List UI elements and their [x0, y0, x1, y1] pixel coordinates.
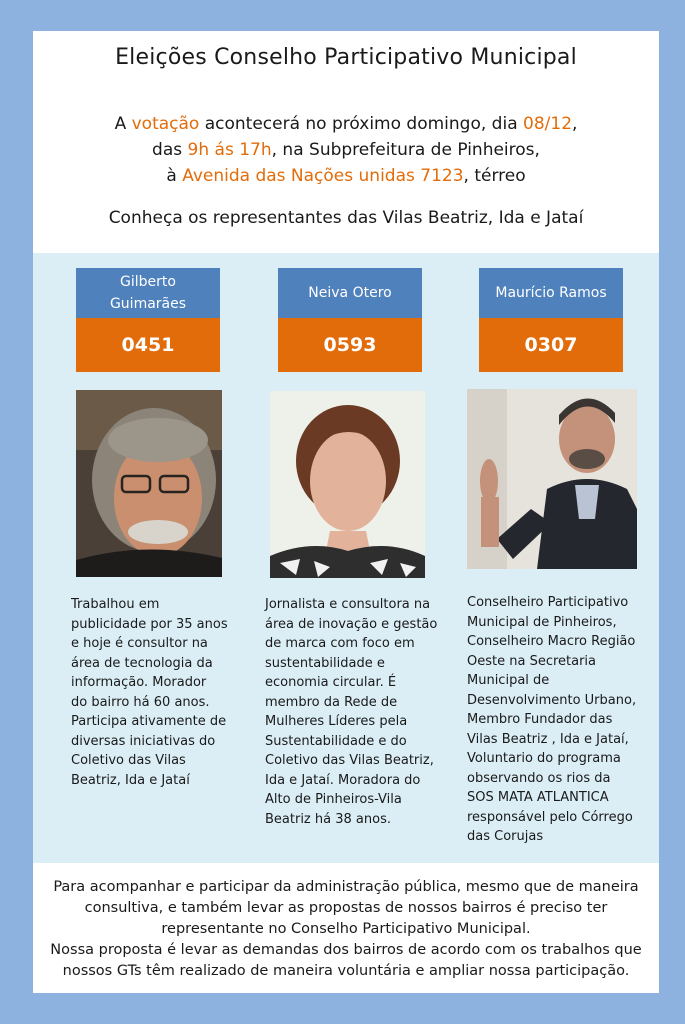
bio-line: informação. Morador	[71, 675, 207, 690]
bio-line: observando os rios da	[467, 770, 611, 786]
candidate-photo-mauricio	[467, 389, 637, 569]
header-panel	[33, 31, 659, 253]
candidate-bio-mauricio	[467, 593, 652, 847]
info-text: à	[166, 166, 183, 186]
candidate-number: 0451	[76, 318, 220, 372]
bio-line: diversas iniciativas do	[71, 733, 216, 749]
candidates-panel	[33, 253, 659, 863]
candidate-name-box	[278, 268, 422, 318]
footer-line: nossos GTs têm realizado de maneira voluntária e ampliar nossa participação.	[62, 963, 630, 979]
info-highlight-date: 08/12	[523, 114, 573, 134]
candidate-name-line: Gilberto	[120, 274, 176, 290]
page-title: Eleições Conselho Participativo Municipal	[115, 45, 577, 70]
info-highlight-votacao: votação	[131, 114, 200, 134]
info-highlight-hours: 9h ás 17h	[187, 140, 272, 160]
bio-line: Ida e Jataí. Moradora do	[265, 772, 421, 788]
bio-line: Participa ativamente de	[71, 714, 227, 729]
footer-line: Para acompanhar e participar da administração pública, mesmo que de maneira	[53, 879, 639, 895]
bio-line: Membro Fundador das	[467, 712, 613, 727]
info-text: ,	[572, 114, 578, 134]
info-text: das	[152, 140, 188, 160]
page-subtitle: Conheça os representantes das Vilas Beatriz, Ida e Jataí	[108, 208, 584, 228]
bio-line: de marca com foco em	[265, 636, 415, 651]
candidate-card-mauricio	[479, 268, 623, 372]
bio-line: Municipal de Pinheiros,	[467, 614, 617, 630]
candidate-number: 0593	[278, 318, 422, 372]
bio-line: área de tecnologia da	[71, 655, 213, 671]
bio-line: Alto de Pinheiros-Vila	[265, 792, 402, 807]
footer-line: Nossa proposta é levar as demandas dos bairros de acordo com os trabalhos que	[50, 942, 642, 958]
candidate-name-box	[76, 268, 220, 318]
bio-line: Coletivo das Vilas Beatriz,	[265, 753, 434, 768]
info-text: acontecerá no próximo domingo, dia	[199, 114, 524, 134]
bio-line: Coletivo das Vilas	[71, 753, 186, 768]
candidate-name: Maurício Ramos	[495, 285, 607, 301]
candidate-bio-gilberto	[71, 595, 241, 790]
bio-line: membro da Rede de	[265, 694, 398, 710]
bio-line: das Corujas	[467, 829, 544, 844]
bio-line: Mulheres Líderes pela	[265, 714, 408, 729]
candidate-card-neiva	[278, 268, 422, 372]
bio-line: publicidade por 35 anos	[71, 616, 228, 632]
bio-line: Trabalhou em	[71, 597, 160, 612]
portrait-man-glasses	[76, 390, 222, 577]
info-text: A	[114, 114, 132, 134]
portrait-man-speaking	[467, 389, 637, 569]
bio-line: Municipal de	[467, 673, 550, 688]
election-info-line-3	[33, 163, 659, 189]
candidate-photo-neiva	[270, 391, 425, 578]
bio-line: Desenvolvimento Urbano,	[467, 692, 637, 708]
bio-line: Jornalista e consultora na	[265, 597, 431, 612]
candidate-card-gilberto	[76, 268, 220, 372]
candidate-name: Neiva Otero	[308, 285, 392, 301]
bio-line: sustentabilidade e	[265, 655, 385, 671]
footer-line: consultiva, e também levar as propostas de nossos bairros é preciso ter	[84, 900, 608, 916]
bio-line: Conselheiro Participativo	[467, 595, 629, 610]
bio-line: Voluntario do programa	[467, 751, 621, 766]
info-text: , na Subprefeitura de Pinheiros,	[271, 140, 540, 160]
candidate-name-box	[479, 268, 623, 318]
election-info-line-1	[33, 111, 659, 137]
bio-line: responsável pelo Córrego	[467, 809, 633, 825]
candidate-number: 0307	[479, 318, 623, 372]
info-text: , térreo	[463, 166, 526, 186]
bio-line: do bairro há 60 anos.	[71, 694, 210, 710]
candidate-bio-neiva	[265, 595, 445, 829]
bio-line: Beatriz, Ida e Jataí	[71, 772, 190, 788]
bio-line: economia circular. É	[265, 675, 397, 690]
footer-text	[33, 877, 659, 982]
election-info-line-2	[33, 137, 659, 163]
candidate-photo-gilberto	[76, 390, 222, 577]
bio-line: SOS MATA ATLANTICA	[467, 790, 609, 805]
bio-line: Sustentabilidade e do	[265, 733, 407, 749]
bio-line: Vilas Beatriz , Ida e Jataí,	[467, 731, 629, 747]
info-highlight-address: Avenida das Nações unidas 7123	[182, 166, 464, 186]
candidate-name-line: Guimarães	[109, 296, 187, 312]
bio-line: área de inovação e gestão	[265, 616, 438, 632]
bio-line: Conselheiro Macro Região	[467, 634, 636, 649]
bio-line: e hoje é consultor na	[71, 636, 208, 651]
portrait-woman	[270, 391, 425, 578]
footer-line: representante no Conselho Participativo Municipal.	[161, 921, 531, 937]
footer-panel	[33, 863, 659, 993]
election-info	[33, 111, 659, 189]
bio-line: Beatriz há 38 anos.	[265, 811, 391, 827]
bio-line: Oeste na Secretaria	[467, 653, 597, 669]
